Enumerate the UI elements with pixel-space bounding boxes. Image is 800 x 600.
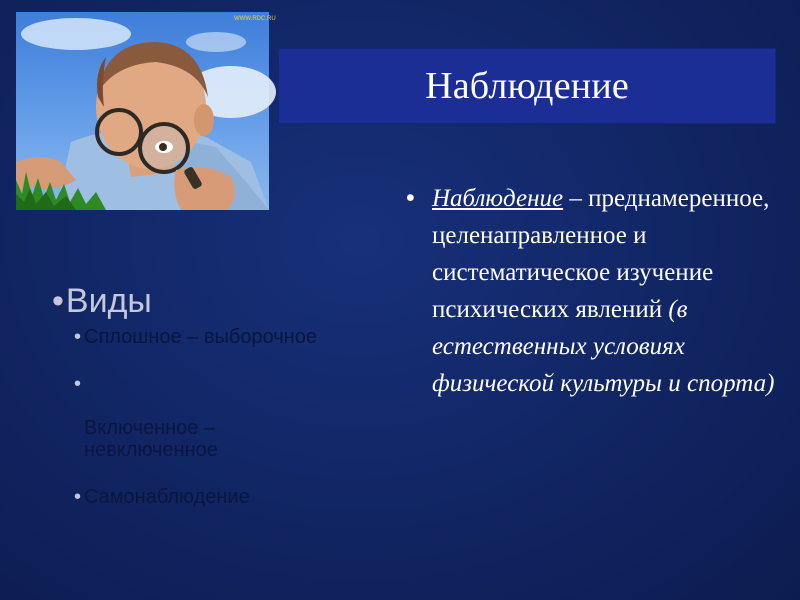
definition-term: Наблюдение [432,185,564,212]
definition-block [406,180,791,402]
heading-bullet: • [52,282,64,320]
list-item-label: Самонаблюдение [84,486,250,508]
definition-text [406,180,791,402]
list-bullet: • [74,486,82,508]
list-bullet: • [74,326,82,348]
list-item-participant [74,373,392,461]
list-item-self-observation [74,486,392,508]
list-item-label: Включенное – невключенное [84,417,218,461]
types-section [52,282,392,533]
watermark-text: WWW.RDC.RU [234,16,276,22]
definition-bullet: • [406,184,415,212]
list-bullet: • [74,373,82,395]
list-item-label: Сплошное – выборочное [84,326,317,348]
types-heading-text: Виды [65,282,152,320]
slide-title: Наблюдение [425,65,629,107]
types-list [74,326,392,508]
list-item-continuous [74,326,392,348]
definition-parenthetical: (в естественных условиях физической культуры и спорта) [432,296,775,397]
title-box [278,48,776,124]
observer-photo [16,12,276,210]
man-with-magnifier-image [16,12,276,210]
types-heading [52,282,392,320]
definition-main-text: преднамеренное, целенаправленное и систематическое изучение психических явлений [432,185,770,323]
definition-dash: – [563,185,582,212]
